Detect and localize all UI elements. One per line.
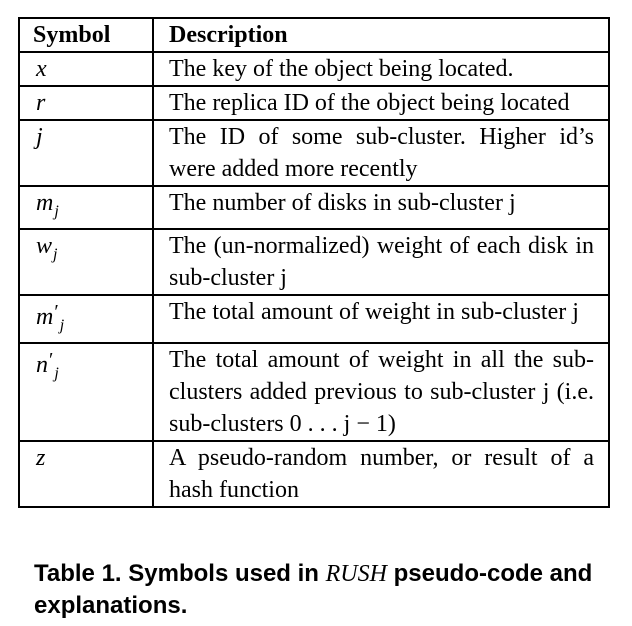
caption-emphasis: RUSH: [325, 561, 387, 587]
table-row: [19, 86, 609, 120]
symbol-prime: ′: [54, 301, 59, 323]
table-row: [19, 186, 609, 229]
symbol-cell: [19, 229, 153, 295]
description-cell: The key of the object being located.: [153, 52, 609, 86]
symbol-cell: [19, 52, 153, 86]
description-cell: The total amount of weight in sub-cluster j: [153, 295, 609, 343]
symbol-subscript: j: [53, 246, 58, 263]
description-cell: The replica ID of the object being located: [153, 86, 609, 120]
table-row: [19, 343, 609, 441]
symbol-text: m: [36, 304, 54, 330]
table-row: [19, 295, 609, 343]
header-symbol: Symbol: [19, 18, 153, 52]
symbol-text: n: [36, 352, 48, 378]
symbols-table: [18, 17, 610, 508]
table-header-row: [19, 18, 609, 52]
symbol-text: w: [36, 233, 53, 259]
description-cell: The total amount of weight in all the sub-clusters added previous to sub-cluster j (i.e. sub-clusters 0 . . . j − 1): [153, 343, 609, 441]
symbol-cell: [19, 186, 153, 229]
table-row: [19, 229, 609, 295]
symbol-text: z: [36, 445, 46, 471]
symbol-cell: [19, 343, 153, 441]
description-cell: A pseudo-random number, or result of a hash function: [153, 441, 609, 507]
symbol-subscript: j: [54, 203, 59, 220]
table-row: [19, 441, 609, 507]
header-description: Description: [153, 18, 609, 52]
symbol-text: j: [36, 124, 43, 150]
symbol-prime: ′: [49, 349, 54, 371]
symbol-subscript: j: [54, 365, 59, 382]
description-cell: The (un-normalized) weight of each disk in sub-cluster j: [153, 229, 609, 295]
symbol-subscript: j: [59, 317, 65, 334]
caption-prefix: Table 1. Symbols used in: [34, 560, 326, 587]
symbol-cell: [19, 295, 153, 343]
symbol-cell: [19, 441, 153, 507]
symbol-text: x: [36, 56, 47, 82]
table-caption: [34, 558, 604, 622]
table-row: [19, 120, 609, 186]
table-row: [19, 52, 609, 86]
symbol-cell: [19, 120, 153, 186]
symbol-text: r: [36, 90, 46, 116]
description-cell: The number of disks in sub-cluster j: [153, 186, 609, 229]
symbol-text: m: [36, 190, 54, 216]
symbol-cell: [19, 86, 153, 120]
description-cell: The ID of some sub-cluster. Higher id’s were added more recently: [153, 120, 609, 186]
caption-suffix: pseudo-code and explanations.: [34, 560, 593, 619]
